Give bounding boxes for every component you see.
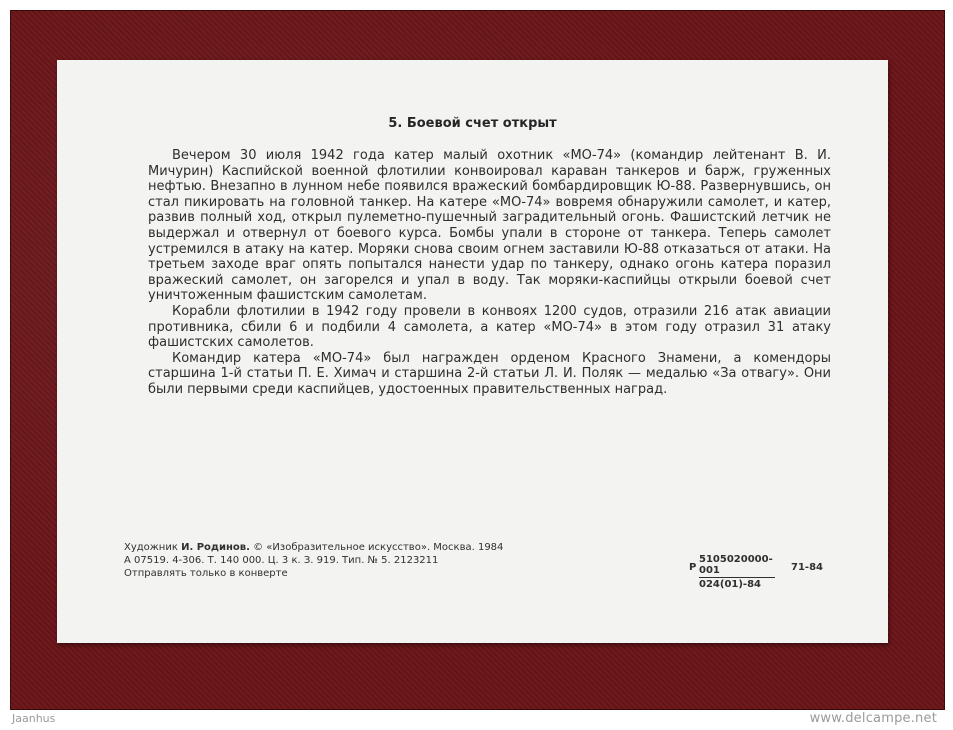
index-denominator: 024(01)-84	[699, 579, 761, 590]
paragraph-1: Вечером 30 июля 1942 года катер малый охотник «МО-74» (командир лейтенант В. И. Мичурин) Каспийской военной флотилии конвоировал караван танкеров и барж, груженных нефтью. Внезапно в лунном небе появился вражеский бомбардировщик Ю-88. Развернувшись, он стал пикировать на головной танкер. На катере «МО-74» вовремя обнаружили самолет, и катер, развив полный ход, открыл пулеметно-пушечный заградительный огонь. Фашистский летчик не выдержал и отвернул от боевого курса. Бомбы упали в стороне от танкера. Теперь самолет устремился в атаку на катер. Моряки снова своим огнем заставили Ю-88 отказаться от атаки. На третьем заходе враг опять попытался нанести удар по танкеру, однако огонь катера поразил вражеский самолет, он загорелся и упал в воду. Так моряки-каспийцы открыли боевой счет уничтоженным фашистским самолетам.	[148, 148, 831, 304]
watermark-left: Jaanhus	[12, 712, 56, 725]
index-fraction	[699, 554, 775, 590]
paragraph-3: Командир катера «МО-74» был награжден орденом Красного Знамени, а комендоры старшина 1-й статьи П. Е. Химач и старшина 2-й статьи Л. И. Поляк — медалью «За отвагу». Они были первыми среди каспийцев, удостоенных правительственных наград.	[148, 350, 831, 397]
artist-name: И. Родинов.	[181, 542, 250, 553]
index-numerator: 5105020000-001	[699, 554, 773, 576]
card-title: 5. Боевой счет открыт	[388, 116, 557, 131]
publisher-imprint	[124, 541, 503, 580]
paragraph-2: Корабли флотилии в 1942 году провели в конвоях 1200 судов, отразили 216 атак авиации противника, сбили 6 и подбили 4 самолета, а катер «МО-74» в этом году отразил 31 атаку фашистских самолетов.	[148, 303, 831, 351]
imprint-line-3: Отправлять только в конверте	[124, 568, 288, 579]
artist-label: Художник	[124, 542, 178, 553]
publisher-line: © «Изобразительное искусство». Москва. 1984	[253, 542, 504, 553]
imprint-line-1	[124, 541, 503, 554]
index-suffix: 71-84	[791, 562, 823, 573]
postcard-back	[57, 60, 888, 643]
watermark-right: www.delcampe.net	[809, 711, 937, 726]
index-letter: Р	[689, 562, 697, 573]
imprint-line-2: А 07519. 4-306. Т. 140 000. Ц. 3 к. З. 919. Тип. № 5. 2123211	[124, 555, 439, 566]
card-body-text	[148, 148, 831, 398]
